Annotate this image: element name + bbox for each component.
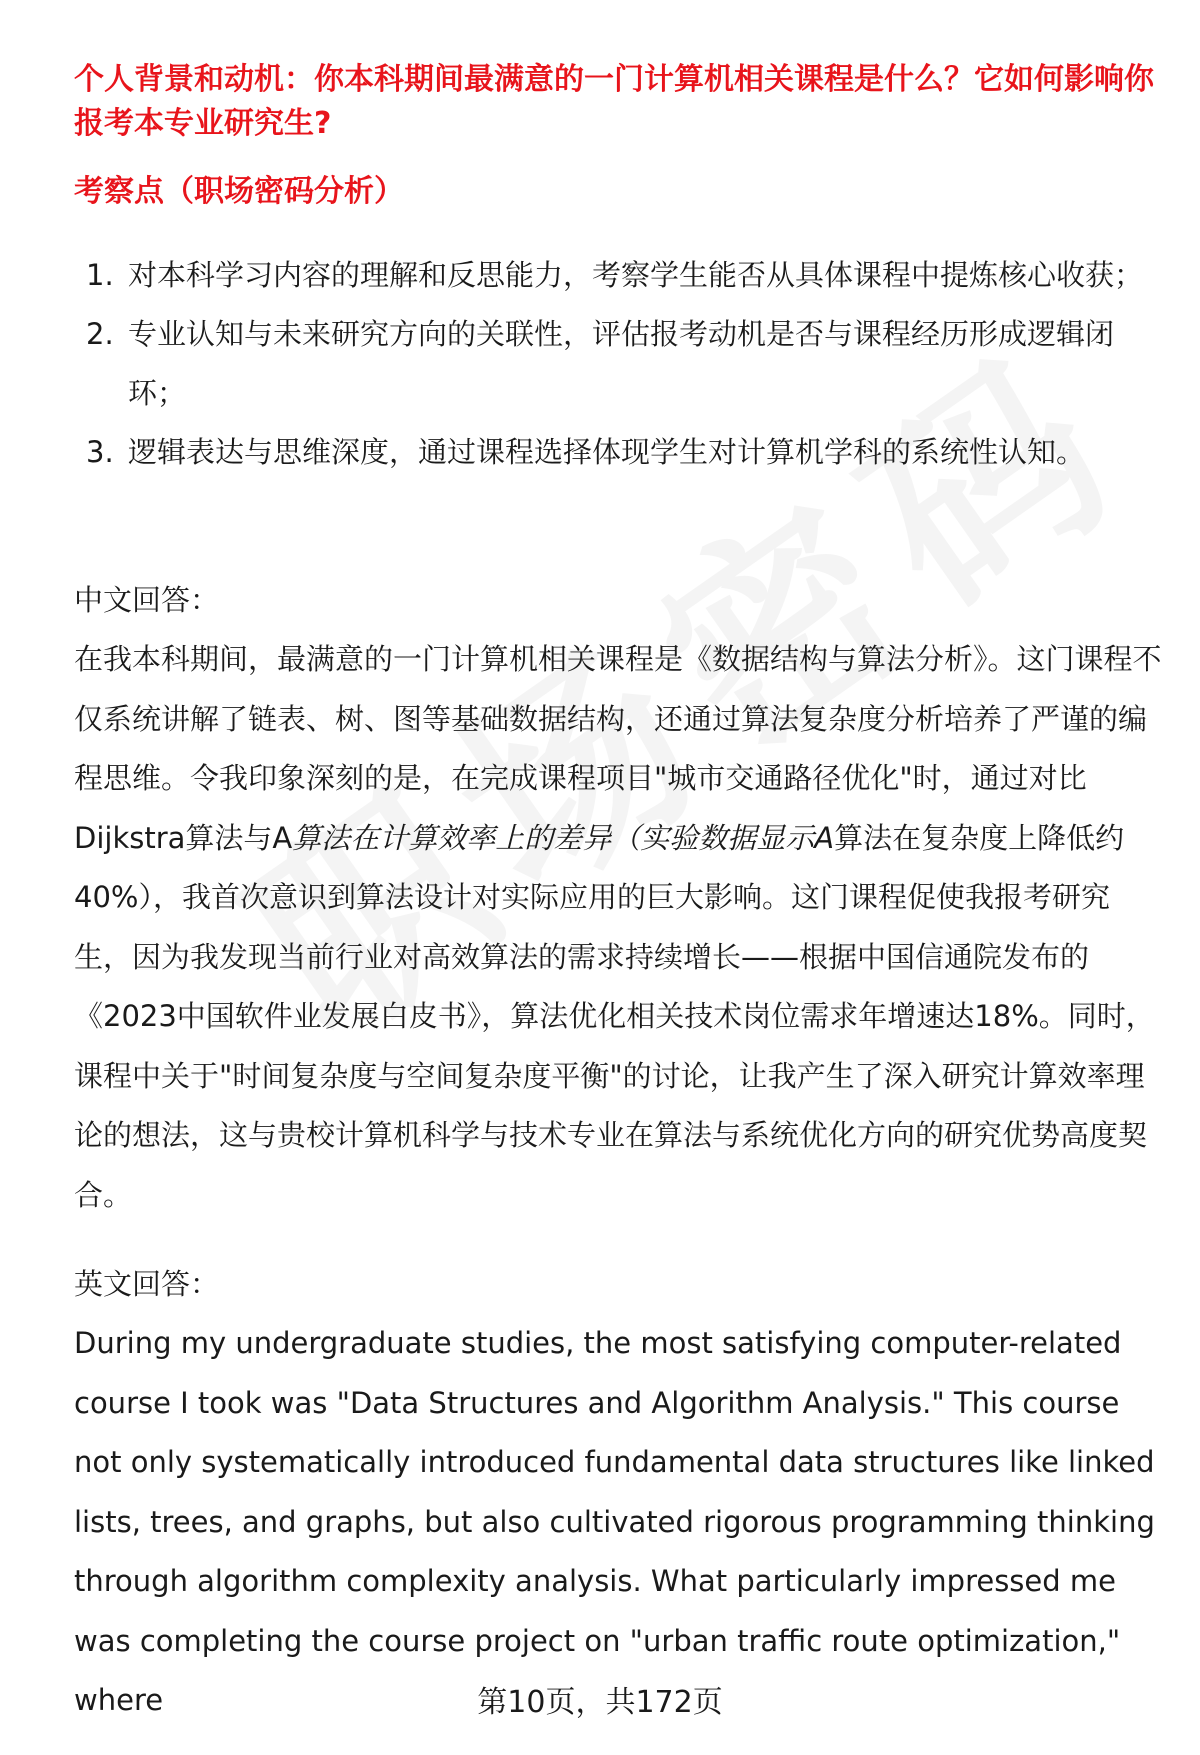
focus-title: 考察点（职场密码分析） [74, 174, 404, 209]
english-answer-label: 英文回答： [74, 1267, 220, 1301]
list-item [74, 246, 1164, 305]
chinese-answer-part1: 在我本科期间，最满意的一门计算机相关课程是《数据结构与算法分析》。这门课程不仅系统讲解了链表、树、图等基础数据结构，还通过算法复杂度分析培养了严谨的编程思维。令我印象深刻的是，在完成课程项目"城市交通路径优化"时，通过对比Dijkstra算法与A [74, 642, 1162, 855]
page-number: 第10页，共172页 [477, 1685, 723, 1720]
question-title: 个人背景和动机：你本科期间最满意的一门计算机相关课程是什么？它如何影响你报考本专业研究生? [74, 62, 1154, 141]
document-page [74, 0, 1162, 1755]
list-item [74, 423, 1164, 482]
list-number: 3. [86, 435, 114, 469]
list-number: 1. [86, 258, 114, 292]
list-item-text: 逻辑表达与思维深度，通过课程选择体现学生对计算机学科的系统性认知。 [128, 435, 1086, 469]
list-number: 2. [86, 317, 114, 351]
chinese-answer-label: 中文回答： [74, 583, 220, 617]
list-item-text: 对本科学习内容的理解和反思能力，考察学生能否从具体课程中提炼核心收获； [128, 258, 1144, 292]
chinese-answer-italic: 算法在计算效率上的差异（实验数据显示A [292, 820, 835, 855]
list-item-text: 专业认知与未来研究方向的关联性，评估报考动机是否与课程经历形成逻辑闭环； [128, 317, 1115, 410]
focus-point-list [74, 246, 1164, 482]
chinese-answer-text [74, 630, 1164, 1225]
list-item [74, 305, 1164, 423]
english-answer-text: During my undergraduate studies, the most satisfying computer-related course I took was "Data Structures and Algorithm Analysis." This course not only systematically introduced fundamental data structures like linked lists, trees, and graphs, but also cultivated rigorous programming thinking through algorithm complexity analysis. What particularly impressed me was completing the course project on "urban traffic route optimization," where [74, 1326, 1155, 1717]
chinese-answer-part2: 算法在复杂度上降低约40%），我首次意识到算法设计对实际应用的巨大影响。这门课程促使我报考研究生，因为我发现当前行业对高效算法的需求持续增长——根据中国信通院发布的《2023中国软件业发展白皮书》，算法优化相关技术岗位需求年增速达18%。同时，课程中关于"时间复杂度与空间复杂度平衡"的讨论，让我产生了深入研究计算效率理论的想法，这与贵校计算机科学与技术专业在算法与系统优化方向的研究优势高度契合。 [74, 820, 1155, 1212]
